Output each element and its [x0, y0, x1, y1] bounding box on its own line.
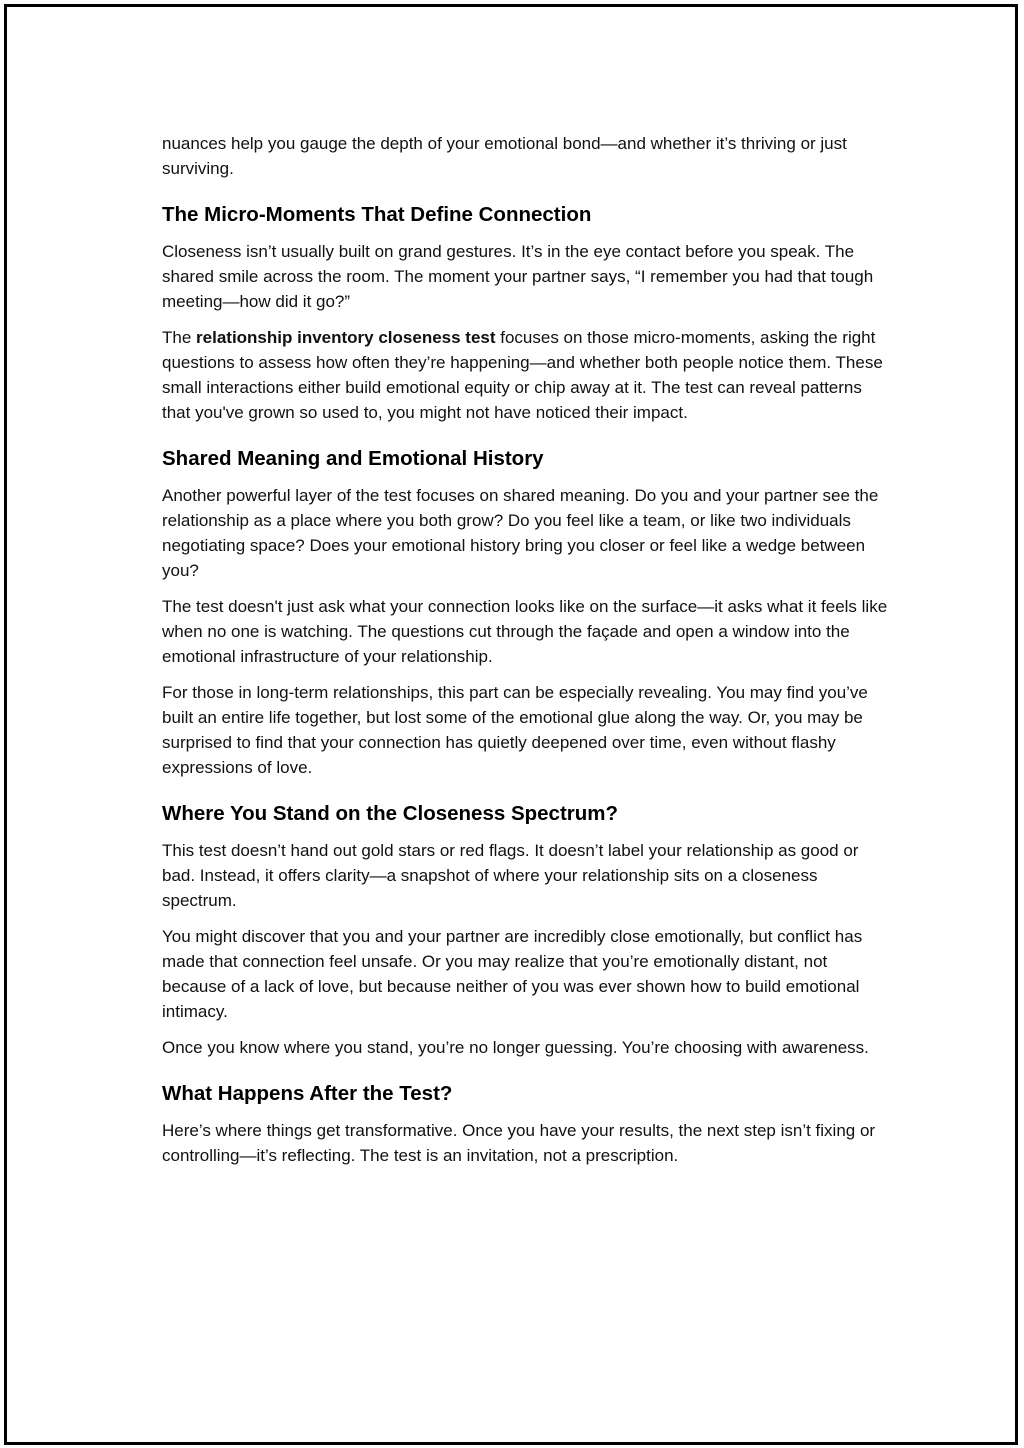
section-heading-micro-moments: The Micro-Moments That Define Connection [162, 203, 592, 226]
shared-meaning-paragraph-2: The test doesn't just ask what your connection looks like on the surface—it asks what it feels like when no one is watching. The questions cut through the façade and open a window into the emotional infrastructure of your relationship. [162, 597, 888, 666]
after-test-paragraph-1: Here’s where things get transformative. Once you have your results, the next step isn’t fixing or controlling—it’s reflecting. The test is an invitation, not a prescription. [162, 1121, 876, 1165]
bold-keyword: relationship inventory closeness test [196, 328, 496, 347]
closeness-spectrum-paragraph-2: You might discover that you and your partner are incredibly close emotionally, but conflict has made that connection feel unsafe. Or you may realize that you’re emotionally distant, not because of a lack of love, but because neither of you was ever shown how to build emotional intimacy. [162, 927, 863, 1021]
micro-moments-paragraph-1: Closeness isn’t usually built on grand gestures. It’s in the eye contact before you speak. The shared smile across the room. The moment your partner says, “I remember you had that tough meeting—how did it go?” [162, 242, 874, 311]
paragraph-text: The [162, 328, 197, 347]
document-body [162, 131, 892, 1179]
closeness-spectrum-paragraph-1: This test doesn’t hand out gold stars or red flags. It doesn’t label your relationship as good or bad. Instead, it offers clarity—a snapshot of where your relationship sits on a closeness spectrum. [162, 841, 859, 910]
paragraph-text: focuses on those micro-moments, asking the right questions to assess how often they’re happening—and whether both people notice them. These small interactions either build emotional equity or chip away at it. The test can reveal patterns that you've grown so used to, you might not have noticed their impact. [162, 328, 883, 422]
section-heading-closeness-spectrum: Where You Stand on the Closeness Spectrum? [162, 802, 619, 825]
section-heading-after-test: What Happens After the Test? [162, 1082, 453, 1105]
micro-moments-paragraph-2 [162, 325, 892, 425]
shared-meaning-paragraph-3: For those in long-term relationships, this part can be especially revealing. You may find you’ve built an entire life together, but lost some of the emotional glue along the way. Or, you may be surprised to find that your connection has quietly deepened over time, even without flashy expressions of love. [162, 683, 868, 777]
intro-paragraph: nuances help you gauge the depth of your emotional bond—and whether it’s thriving or just surviving. [162, 134, 847, 178]
shared-meaning-paragraph-1: Another powerful layer of the test focuses on shared meaning. Do you and your partner see the relationship as a place where you both grow? Do you feel like a team, or like two individuals negotiating space? Does your emotional history bring you closer or feel like a wedge between you? [162, 486, 879, 580]
section-heading-shared-meaning: Shared Meaning and Emotional History [162, 447, 544, 470]
closeness-spectrum-paragraph-3: Once you know where you stand, you’re no longer guessing. You’re choosing with awareness. [162, 1038, 869, 1057]
page-frame [4, 4, 1018, 1445]
